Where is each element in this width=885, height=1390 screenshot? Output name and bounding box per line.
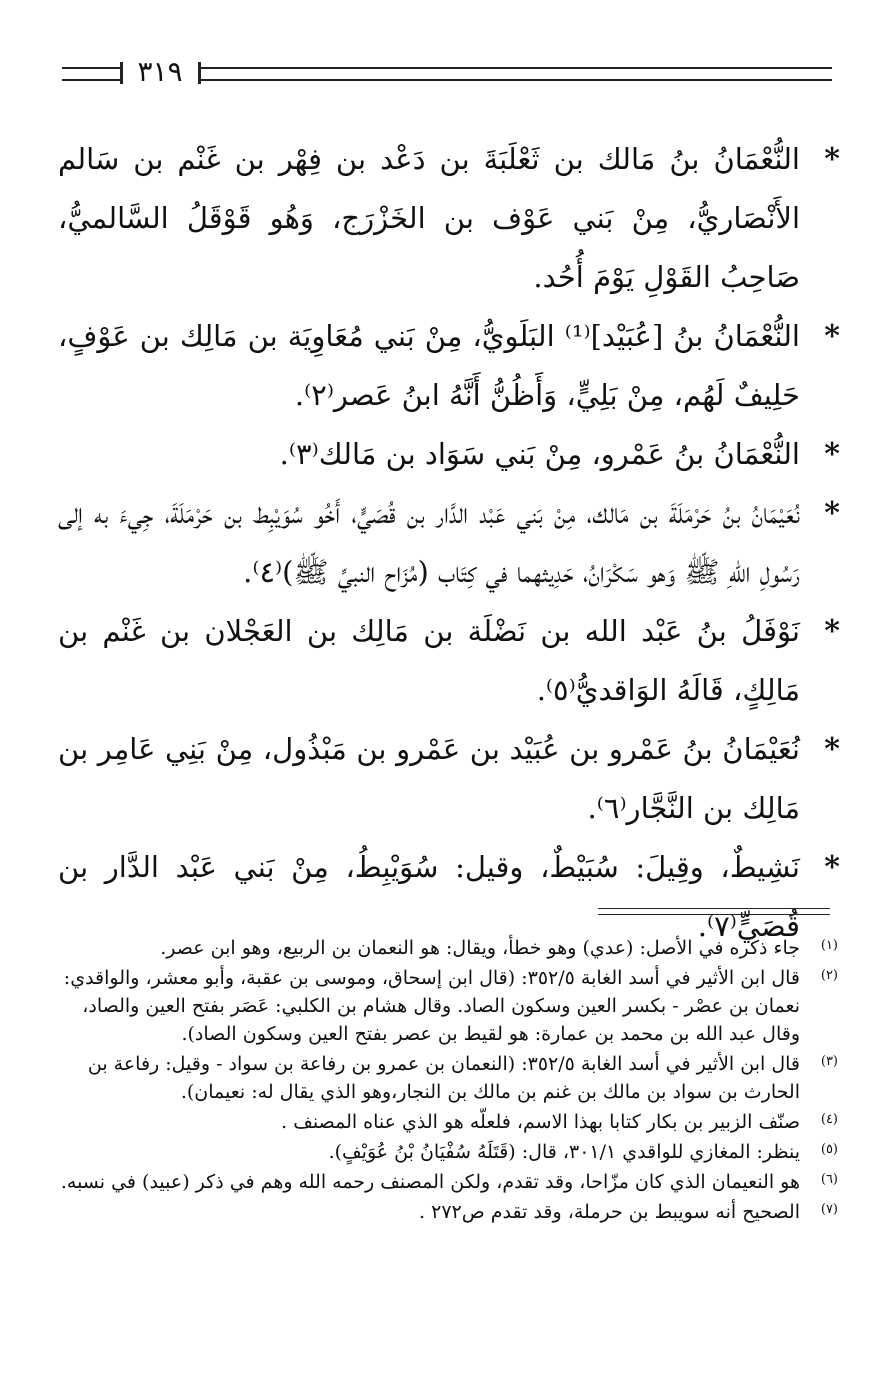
entry-text: نَوْفَلُ بنُ عَبْد الله بن نَضْلَة بن مَالِك بن العَجْلان بن غَنْم بن مَالِكٍ، قَالَهُ الوَاقديُّ⁽٥⁾. [58, 614, 800, 707]
entry-marker: * [824, 437, 840, 472]
footnote-number: (٥) [820, 1142, 838, 1157]
footnote-text: هو النعيمان الذي كان مزّاحا، وقد تقدم، ولكن المصنف رحمه الله وهم في ذكر (عبيد) في نسبه. [60, 1171, 800, 1193]
entry-marker: * [824, 732, 840, 767]
footnote-text: ينظر: المغازي للواقدي ٣٠١/١، قال: (قَتَلَهُ سُفْيَانُ بْنُ عُوَيْفٍ). [328, 1141, 800, 1163]
entry-nuaiman-bin-amr [58, 720, 840, 838]
entry-text: نُعَيْمَانُ بنُ عَمْرو بن عُبَيْد بن عَمْرو بن مَبْذُول، مِنْ بَنِي عَامِر بن مَالِك بن النَّجَّار⁽٦⁾. [58, 732, 800, 825]
footnote [58, 1108, 840, 1136]
footnote [58, 1168, 840, 1196]
footnote-number: (٣) [820, 1054, 838, 1069]
header-rule-left [62, 67, 122, 81]
page-number: ٣١٩ [137, 55, 183, 88]
entry-text: النُّعْمَانُ بنُ مَالك بن ثَعْلَبَةَ بن دَعْد بن فِهْر بن غَنْم بن سَالم الأَنْصَاريُّ، مِنْ بَني عَوْف بن الخَزْرَج، وَهُو قَوْقَلُ السَّالميُّ، صَاحِبُ القَوْلِ يَوْمَ أُحُد. [58, 142, 800, 294]
footnote [58, 1050, 840, 1106]
entry-marker: * [824, 319, 840, 354]
header-rule-right [200, 67, 832, 81]
footnote-separator [598, 908, 830, 915]
footnote [58, 964, 840, 1048]
entry-marker: * [824, 850, 840, 885]
footnotes [58, 934, 840, 1228]
entry-text: نَشِيطٌ، وقِيلَ: سُبَيْطٌ، وقيل: سُوَيْبِطُ، مِنْ بَني عَبْد الدَّار بن قُصَيٍّ⁽٧⁾. [58, 850, 800, 943]
footnote-text: قال ابن الأثير في أسد الغابة ٣٥٢/٥: (قال ابن إسحاق، وموسى بن عقبة، وأبو معشر، والواقدي: نعمان بن عصْر - بكسر العين وسكون الصاد. وقال هشام بن الكلبي: عَصَر بفتح العين والصاد، وقال عبد الله بن محمد بن عمارة: هو لقيط بن عصر بفتح العين وسكون الصاد). [63, 967, 800, 1045]
entry-nawfal-bin-abdullah [58, 602, 840, 720]
footnote-number: (٢) [820, 968, 838, 983]
footnote [58, 934, 840, 962]
entry-text: النُّعْمَانُ بنُ عَمْرو، مِنْ بَني سَوَاد بن مَالك⁽٣⁾. [279, 437, 800, 471]
entry-nuaman-bin-ubaid [58, 307, 840, 425]
entry-nuaman-bin-amr [58, 425, 840, 484]
entry-text: النُّعْمَانُ بنُ [عُبَيْد]⁽¹⁾ البَلَويُّ، مِنْ بَني مُعَاوِيَة بن مَالِك بن عَوْفٍ، حَلِيفٌ لَهُم، مِنْ بَلِيٍّ، وَأَظُنُّ أَنَّهُ ابنُ عَصر⁽٢⁾. [58, 319, 800, 412]
entry-marker: * [824, 496, 840, 531]
entry-text: نُعَيْمَانُ بنُ حَرْمَلَةَ بن مَالك، مِنْ بَني عَبْد الدَّار بن قُصَيٍّ، أَخُو سُوَيْبِط بن حَرْمَلَةَ، جِيءَ به إلى رَسُولِ اللهِ ﷺ وَهو سَكْرَانُ، حَدِيثهما في كِتَاب (مُزَاح النبيِّ ﷺ)⁽٤⁾. [58, 496, 800, 589]
footnote-text: قال ابن الأثير في أسد الغابة ٣٥٢/٥: (النعمان بن عمرو بن رفاعة بن سواد - وقيل: رفاعة بن الحارث بن سواد بن مالك بن غنم بن مالك بن النجار،وهو الذي يقال له: نعيمان). [87, 1053, 800, 1103]
footnote-number: (٤) [820, 1112, 838, 1127]
footnote-number: (٦) [820, 1172, 838, 1187]
footnote-text: صنّف الزبير بن بكار كتابا بهذا الاسم، فلعلّه هو الذي عناه المصنف . [281, 1111, 800, 1133]
entry-marker: * [824, 614, 840, 649]
entry-marker: * [824, 142, 840, 177]
entry-nuaiman-bin-harmala [58, 484, 840, 602]
footnote [58, 1138, 840, 1166]
footnote-text: جاء ذكره في الأصل: (عدي) وهو خطأ، ويقال: هو النعمان بن الربيع، وهو ابن عصر. [160, 937, 800, 959]
header-rule-cap [120, 62, 123, 84]
footnote-number: (٧) [820, 1202, 838, 1217]
main-text [58, 130, 840, 956]
entry-nuaman-bin-malik [58, 130, 840, 307]
footnote-number: (١) [820, 938, 838, 953]
footnote-text: الصحيح أنه سويبط بن حرملة، وقد تقدم ص٢٧٢ . [419, 1201, 800, 1223]
page-header [62, 54, 832, 94]
footnote [58, 1198, 840, 1226]
